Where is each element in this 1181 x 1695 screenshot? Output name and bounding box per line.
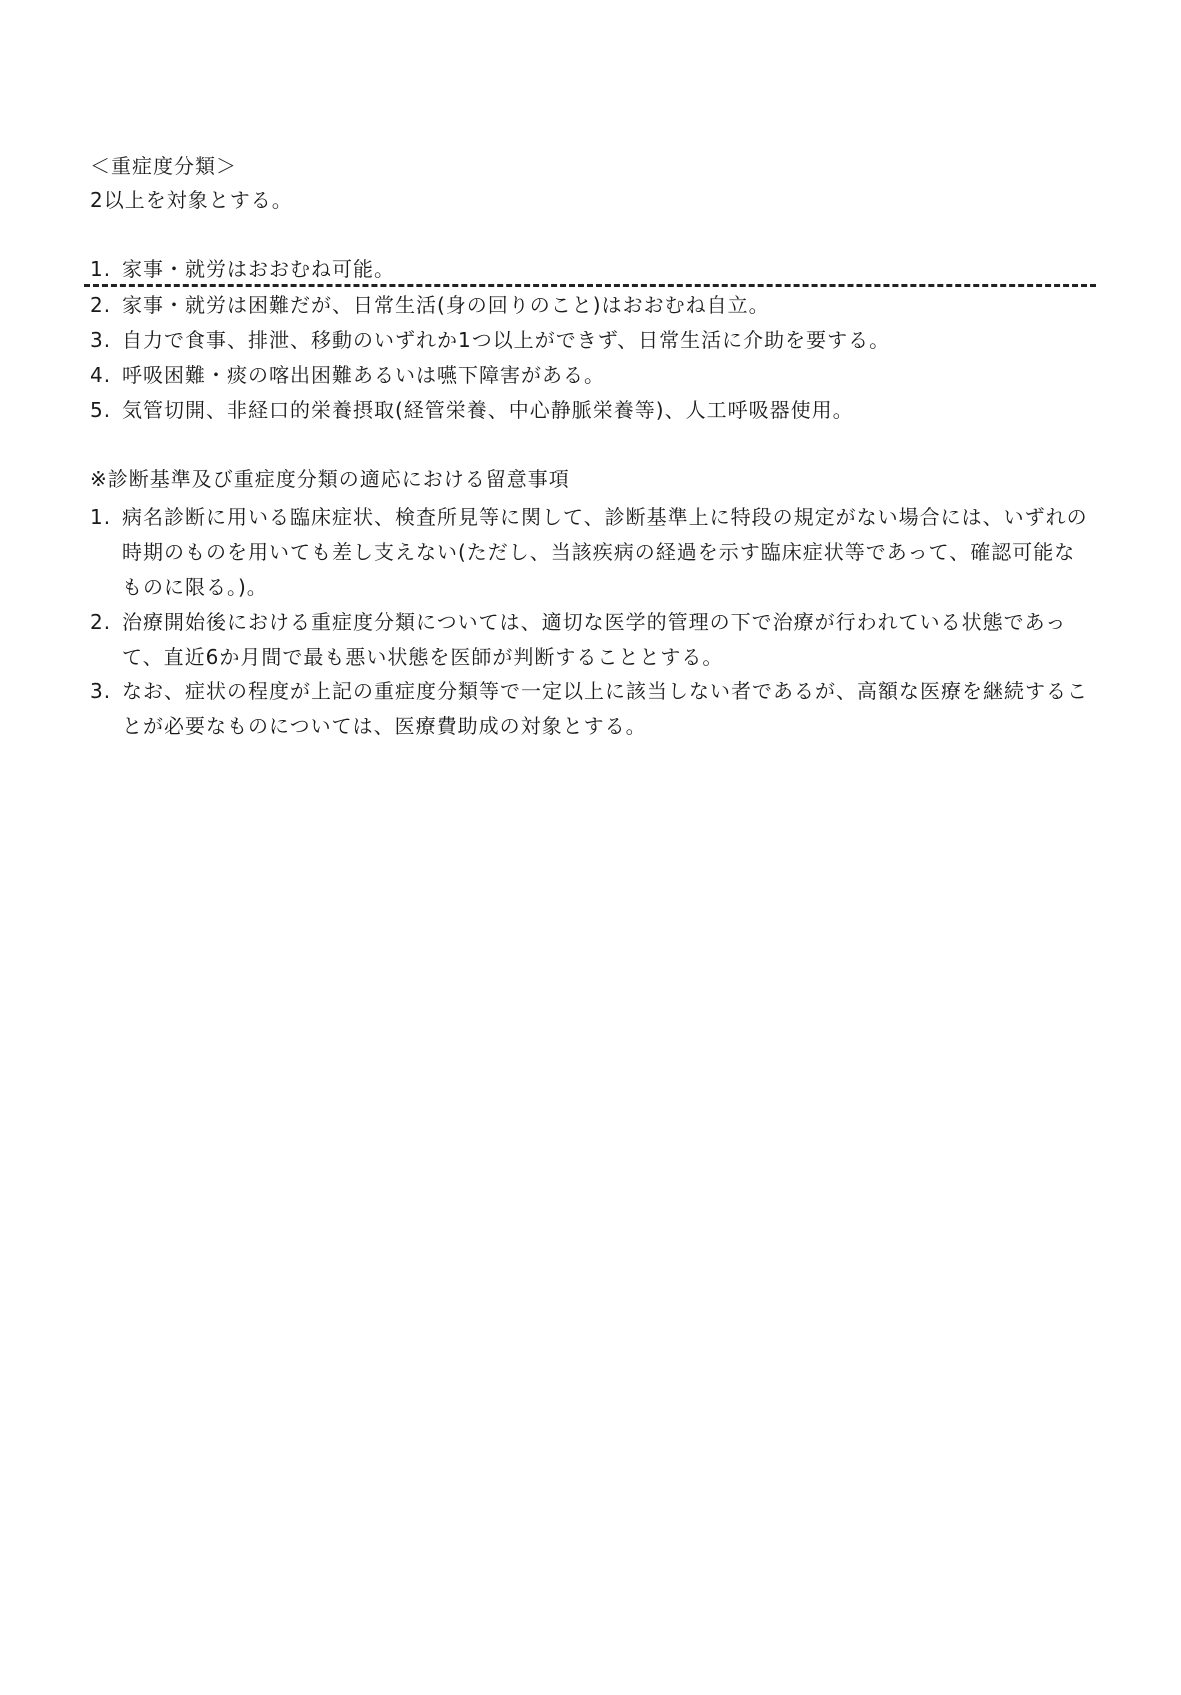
severity-level-4 (90, 361, 1095, 389)
level-text: 家事・就労はおおむね可能。 (122, 257, 395, 281)
level-text: 家事・就労は困難だが、日常生活(身の回りのこと)はおおむね自立。 (122, 293, 770, 317)
note-text: 病名診断に用いる臨床症状、検査所見等に関して、診断基準上に特段の規定がない場合には、いずれの時期のものを用いても差し支えない(ただし、当該疾病の経過を示す臨床症状等であって、確認可能なものに限る。)。 (122, 505, 1088, 599)
severity-level-3 (90, 326, 1095, 354)
level-text: 気管切開、非経口的栄養摂取(経管栄養、中心静脈栄養等)、人工呼吸器使用。 (122, 398, 854, 422)
note-number: 1. (90, 505, 112, 529)
severity-level-2 (90, 291, 1095, 319)
note-item-1 (90, 500, 1095, 605)
level-number: 2. (90, 293, 112, 317)
level-number: 1. (90, 257, 112, 281)
level-text: 呼吸困難・痰の喀出困難あるいは嚥下障害がある。 (122, 363, 605, 387)
note-number: 2. (90, 610, 112, 634)
level-number: 5. (90, 398, 112, 422)
note-text: 治療開始後における重症度分類については、適切な医学的管理の下で治療が行われている状態であって、直近6か月間で最も悪い状態を医師が判断することとする。 (122, 610, 1067, 669)
severity-criterion: 2以上を対象とする。 (90, 188, 293, 212)
level-number: 4. (90, 363, 112, 387)
note-number: 3. (90, 679, 112, 703)
severity-level-1 (90, 255, 1095, 283)
note-item-3 (90, 674, 1095, 744)
dashed-divider (84, 284, 1096, 287)
notes-heading: ※診断基準及び重症度分類の適応における留意事項 (90, 467, 570, 491)
severity-level-5 (90, 396, 1095, 424)
note-text: なお、症状の程度が上記の重症度分類等で一定以上に該当しない者であるが、高額な医療を継続することが必要なものについては、医療費助成の対象とする。 (122, 679, 1088, 738)
level-text: 自力で食事、排泄、移動のいずれか1つ以上ができず、日常生活に介助を要する。 (122, 328, 891, 352)
severity-heading: ＜重症度分類＞ (90, 154, 237, 178)
level-number: 3. (90, 328, 112, 352)
note-item-2 (90, 605, 1095, 675)
